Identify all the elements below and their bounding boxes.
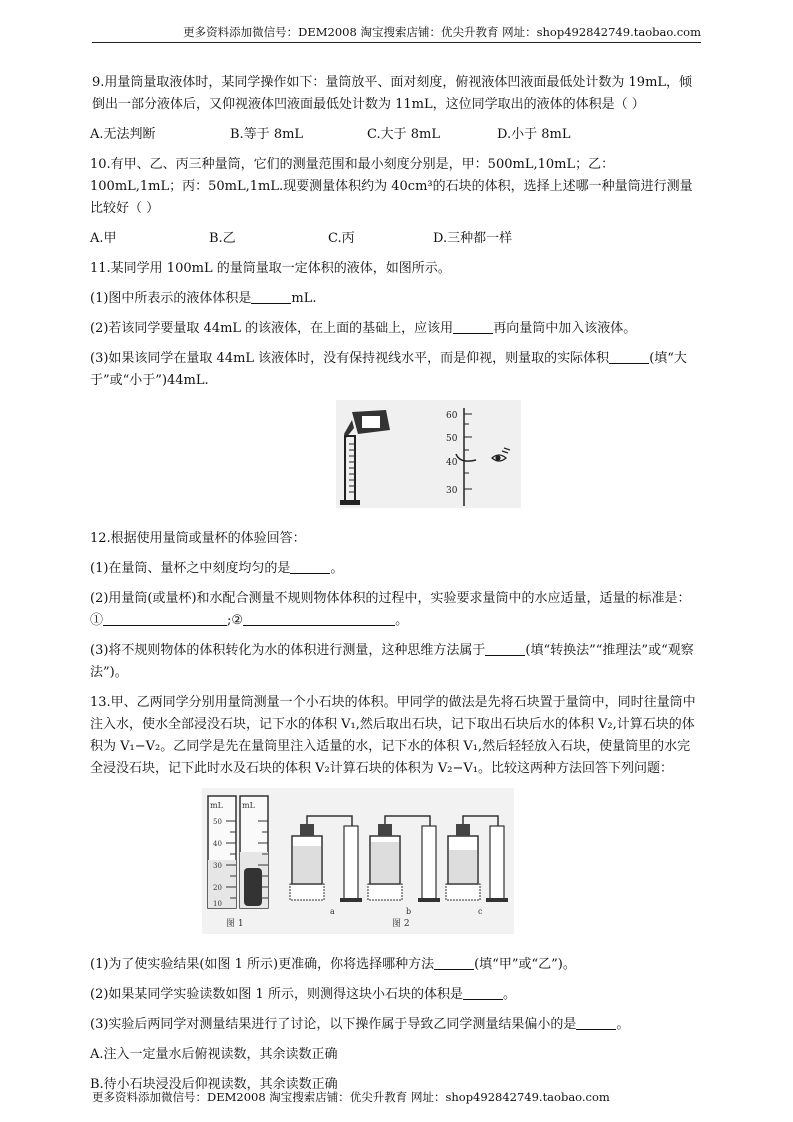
q10-option-a: A.甲 (90, 231, 117, 246)
content-body (90, 72, 702, 1104)
q9-option-d: D.小于 8mL (497, 127, 571, 142)
question-9-options (90, 124, 702, 146)
q10-option-c: C.丙 (328, 231, 355, 246)
page-header: 更多资料添加微信号：DEM2008 淘宝搜索店铺：优尖升教育 网址：shop492842749.taobao.com (92, 24, 701, 43)
question-9-stem: 9.用量筒量取液体时，某同学操作如下：量筒放平、面对刻度，俯视液体凹液面最低处计数为 19mL，倾倒出一部分液体后，又仰视液体凹液面最低处计数为 11mL，这位同学取出的液体的体积是（ ） (92, 75, 693, 112)
q9-option-a: A.无法判断 (90, 127, 156, 142)
q10-option-b: B.乙 (209, 231, 236, 246)
question-12-part-3: (3)将不规则物体的体积转化为水的体积进行测量，这种思维方法属于 (填“转换法”“推理法”或“观察法”)。 (90, 643, 694, 680)
answer-blank (290, 559, 330, 574)
tick-label-40: 40 (213, 840, 222, 848)
tick-label-50: 50 (213, 818, 222, 826)
question-12-part-1: (1)在量筒、量杯之中刻度均匀的是 。 (90, 561, 344, 576)
answer-blank (485, 641, 525, 656)
scale-label-30: 30 (446, 486, 458, 496)
figure-2-label: 图 2 (392, 919, 410, 929)
tick-label-10: 10 (213, 900, 222, 908)
answer-blank (609, 349, 649, 364)
question-13-part-1: (1)为了使实验结果(如图 1 所示)更准确，你将选择哪种方法 (填“甲”或“乙”)。 (90, 957, 576, 972)
question-13-part-3: (3)实验后两同学对测量结果进行了讨论，以下操作属于导致乙同学测量结果偏小的是 。 (90, 1017, 630, 1032)
question-13-option-b: B.待小石块浸没后仰视读数，其余读数正确 (90, 1077, 338, 1092)
answer-blank (251, 289, 291, 304)
q9-option-b: B.等于 8mL (230, 127, 304, 142)
pouring-cylinder-illustration (336, 400, 521, 508)
answer-blank (434, 955, 474, 970)
question-13-part-2: (2)如果某同学实验读数如图 1 所示，则测得这块小石块的体积是 。 (90, 987, 516, 1002)
label-b: b (406, 907, 412, 916)
tick-label-20: 20 (213, 884, 222, 892)
answer-blank (463, 985, 503, 1000)
scale-label-60: 60 (446, 411, 458, 421)
figure-1-label: 图 1 (226, 919, 244, 929)
unit-label: mL (242, 801, 255, 810)
question-11-part-1: (1)图中所表示的液体体积是 mL. (90, 291, 317, 306)
answer-blank (243, 611, 395, 626)
scale-label-50: 50 (446, 434, 458, 444)
question-10-stem: 10.有甲、乙、丙三种量筒，它们的测量范围和最小刻度分别是，甲：500mL,10mL；乙：100mL,1mL；丙：50mL,1mL.现要测量体积约为 40cm³的石块的体积，选择上述哪一种量筒进行测量比较好（ ） (90, 157, 693, 216)
scale-label-40: 40 (446, 458, 458, 468)
answer-blank (453, 319, 493, 334)
answer-blank (576, 1015, 616, 1030)
unit-label: mL (210, 801, 223, 810)
tick-label-30: 30 (213, 862, 222, 870)
q9-option-c: C.大于 8mL (367, 127, 440, 142)
label-c: c (478, 907, 483, 916)
question-13-stem: 13.甲、乙两同学分别用量筒测量一个小石块的体积。甲同学的做法是先将石块置于量筒中，同时往量筒中注入水，使水全部浸没石块，记下水的体积 V₁,然后取出石块，记下取出石块后水的体积 V₂,计算石块的体积为 V₁−V₂。乙同学是先在量筒里注入适量的水，记下水的体积 V₁,然后轻轻放入石块，使量筒里的水完全浸没石块，记下此时水及石块的体积 V₂计算石块的体积为 V₂−V₁。比较这两种方法回答下列问题： (90, 695, 696, 776)
question-11-part-3: (3)如果该同学在量取 44mL 该液体时，没有保持视线水平，而是仰视，则量取的实际体积 (填“大于”或“小于”)44mL. (90, 351, 687, 388)
question-12-stem: 12.根据使用量筒或量杯的体验回答： (90, 531, 306, 546)
question-11-stem: 11.某同学用 100mL 的量筒量取一定体积的液体，如图所示。 (90, 261, 451, 276)
question-12-part-2: (2)用量筒(或量杯)和水配合测量不规则物体体积的过程中，实验要求量筒中的水应适量，适量的标准是：① ;② 。 (90, 591, 691, 628)
figure-13-experiment (90, 788, 702, 938)
label-a: a (330, 907, 335, 916)
answer-blank (103, 611, 227, 626)
page-footer: 更多资料添加微信号：DEM2008 淘宝搜索店铺：优尖升教育 网址：shop492842749.taobao.com (92, 1090, 610, 1104)
question-13-option-a: A.注入一定量水后俯视读数，其余读数正确 (90, 1047, 338, 1062)
question-11-part-2: (2)若该同学要量取 44mL 的该液体，在上面的基础上，应该用 再向量筒中加入该液体。 (90, 321, 637, 336)
question-10-options (90, 228, 702, 250)
q10-option-d: D.三种都一样 (433, 231, 513, 246)
figure-11-cylinders (90, 400, 702, 512)
